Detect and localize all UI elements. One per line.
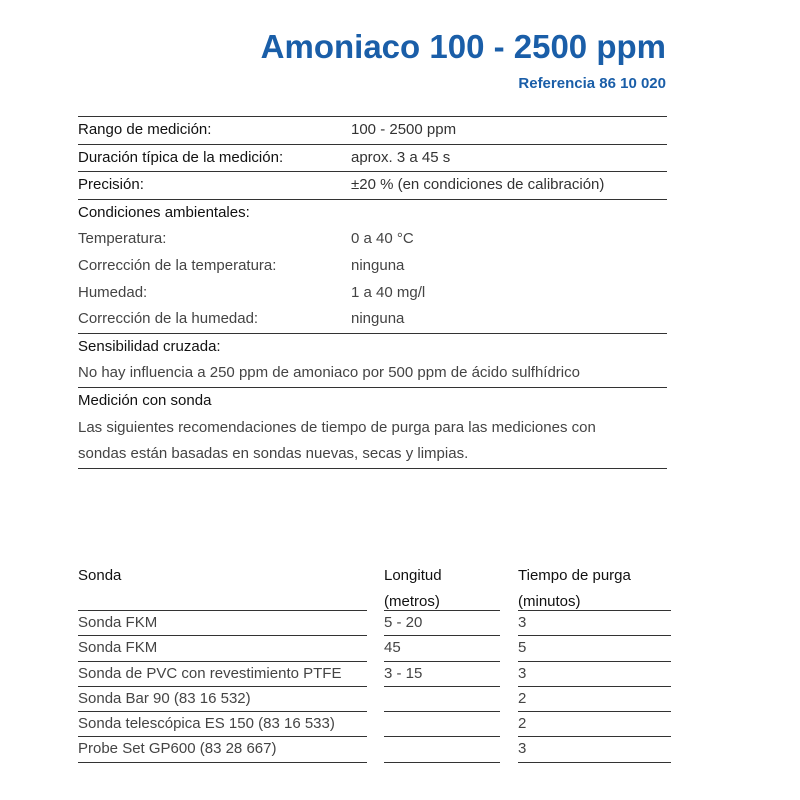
probe-length: 3 - 15 [384,664,423,682]
probe-name: Sonda FKM [78,639,158,657]
env-row-temperature-correction [78,253,667,280]
spec-value: ninguna [351,310,405,328]
spec-row-duration [78,144,667,172]
probe-purge: 5 [518,639,527,657]
header-purge: Tiempo de purga (minutos) [518,567,631,610]
env-row-humidity-correction [78,306,667,333]
probe-section-title: Medición con sonda [78,387,667,415]
env-row-humidity [78,280,667,307]
spec-value: ninguna [351,256,405,274]
spec-value: 1 a 40 mg/l [351,283,426,301]
probe-purge: 2 [518,689,527,707]
spec-value: 100 - 2500 ppm [351,121,457,138]
probe-purge: 3 [518,664,527,682]
header-sonda: Sonda [78,567,122,584]
probe-length: 45 [384,639,401,657]
cross-section-title: Sensibilidad cruzada: [78,333,667,361]
spec-value: 0 a 40 °C [351,230,414,248]
probe-length: 5 - 20 [384,614,423,631]
spec-row-precision [78,171,667,199]
spec-table [78,116,667,469]
header-length: Longitud (metros) [384,567,442,610]
spec-label: Corrección de la temperatura: [78,256,277,274]
probe-purge: 2 [518,715,527,733]
cross-sensitivity-text: No hay influencia a 250 ppm de amoniaco por 500 ppm de ácido sulfhídrico [78,364,580,382]
probe-purge: 3 [518,740,527,758]
spec-value: ±20 % (en condiciones de calibración) [351,176,605,194]
probe-name: Probe Set GP600 (83 28 667) [78,740,277,758]
spec-label: Duración típica de la medición: [78,148,284,166]
spec-label: Corrección de la humedad: [78,310,259,328]
env-row-temperature [78,226,667,253]
page-title: Amoniaco 100 - 2500 ppm [260,28,666,65]
reference-number: Referencia 86 10 020 [518,75,666,92]
env-section-title: Condiciones ambientales: [78,199,667,227]
probe-name: Sonda FKM [78,614,158,631]
probe-name: Sonda de PVC con revestimiento PTFE [78,664,342,682]
probe-name: Sonda telescópica ES 150 (83 16 533) [78,715,335,733]
probe-text-line-2: sondas están basadas en sondas nuevas, secas y limpias. [78,441,667,469]
spec-row-range [78,116,667,144]
probe-name: Sonda Bar 90 (83 16 532) [78,689,251,707]
probe-purge: 3 [518,614,527,631]
spec-label: Temperatura: [78,230,167,248]
spec-label: Rango de medición: [78,121,212,138]
spec-label: Humedad: [78,283,148,301]
spec-label: Precisión: [78,176,144,194]
spec-value: aprox. 3 a 45 s [351,148,451,166]
probe-text-line-1: Las siguientes recomendaciones de tiempo de purga para las mediciones con [78,418,596,436]
